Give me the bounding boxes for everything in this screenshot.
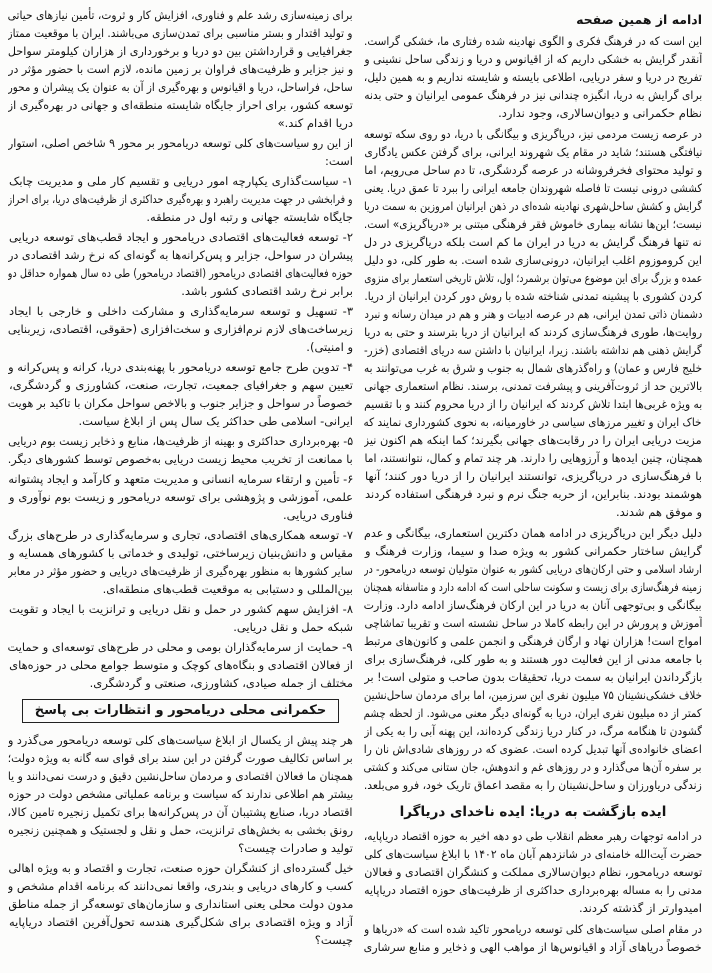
text-line-content: هوشمند بودند. بنابراین، از حربه جنگ نرم و نبرد فرهنگی استفاده کردند: [364, 487, 702, 501]
text-line: [8, 114, 353, 132]
text-line: [8, 785, 353, 803]
text-line-content: گرایش ذهنی هم نداشته باشند. زیرا، ایرانیان با داشتن سه دریای اقتصادی (خزر-: [364, 343, 702, 357]
text-line-content: هر چند پیش از یکسال از ابلاغ سیاست‌های کلی توسعه دریامحور می‌گذرد و: [8, 733, 353, 747]
text-line: [8, 470, 353, 488]
text-line-content: روایت‌ها، طوری فرهنگ‌سازی کردند که ایرانیان از دریا بترسند و حتی به دریا: [364, 325, 702, 339]
text-line-content: جایگاه شایسته جهانی و رتبه اول در منطقه.: [146, 210, 353, 224]
text-line: [8, 674, 353, 692]
text-line-content: خلیج فارس و عمان) و راه‌گذرهای شمال به جنوب و شرق به غرب می‌توانند به: [364, 361, 702, 375]
text-line-content: از فعالان اقتصادی و بنگاه‌های کوچک و متوسط جوامع محلی در حوزه‌های: [9, 658, 353, 672]
continuation-heading: ادامه از همین صفحه: [576, 12, 702, 27]
text-line: [8, 60, 353, 78]
text-line: [364, 86, 702, 104]
text-line-content: گرایش و کشش ساحل‌شهری نهادینه شده‌ای در ذهن ایرانیان امروزین به سمت دریا: [364, 199, 702, 213]
text-line-content: با جامعه مدنی از این فعالیت دور هستند و به طور کلی، فرهنگ‌سازی برای: [364, 652, 702, 666]
paragraph: [8, 731, 353, 857]
text-line: [364, 863, 702, 881]
text-line: [364, 431, 702, 449]
text-line-content: علمی، آموزشی و پژوهشی برای توسعه دریامحور و زیست بوم نوآوری و: [8, 490, 353, 504]
paragraph: [8, 172, 353, 226]
paragraph: [8, 526, 353, 598]
text-line: [8, 600, 353, 618]
text-line: [364, 776, 702, 794]
text-line: [8, 544, 353, 562]
text-line-content: کمتر از ده میلیون نفری ایران، دریا به گونه‌ای دیگر معنی می‌شود. از لحظه چشم: [364, 706, 702, 720]
text-line: [8, 821, 353, 839]
text-line-content: ۹- حمایت از سرمایه‌گذاران بومی و محلی در طرح‌های توسعه‌ای و حمایت: [8, 640, 353, 654]
text-line-content: ۵- بهره‌برداری حداکثری و بهینه از ظرفیت‌ها، منابع و ذخایر زیست بوم دریایی: [8, 434, 353, 448]
text-line: [364, 845, 702, 863]
paragraph: [8, 432, 353, 468]
text-line: [8, 803, 353, 821]
text-line-content: برای زمینه‌سازی رشد علم و فناوری، افزایش کار و ثروت، تأمین نیازهای حیاتی: [8, 8, 353, 22]
text-line-content: اعضای خانواده‌ی آنها تبدیل کرده است. عضوی که در روزهای شادی‌اش نان را: [364, 742, 702, 756]
text-line-content: این است که در فرهنگ فکری و الگوی نهادینه شده رفتاری ما، خشکی گراست.: [364, 34, 702, 48]
text-line-content: جغرافیایی و قرارداشتن بین دو دریا و برخورداری از هزاران کیلومتر سواحل: [8, 44, 353, 58]
left-column: [8, 6, 353, 968]
text-line: [8, 152, 353, 170]
paragraph: [364, 827, 702, 917]
paragraph: [8, 638, 353, 692]
text-line-content: اقتصاد دریا، صنایع پشتیبان آن در پس‌کرانه‌ها برای تکمیل زنجیره تامین کالا،: [8, 805, 353, 819]
text-line: [8, 488, 353, 506]
text-line-content: با فرهنگ‌سازی در دریاگریزی، توانستند ایرانیان را از دریا دور کنند؛ آنها: [365, 469, 702, 483]
text-line: [8, 931, 353, 949]
text-line: [364, 215, 702, 233]
text-line: [8, 208, 353, 226]
text-line-content: تولید و صادرات چیست؟: [238, 841, 353, 855]
text-line-content: بازگرداندن ایرانیان به سمت دریا، تحقیقات بدون صاحب و متولی است! بر: [364, 670, 702, 684]
text-line: [8, 6, 353, 24]
paragraph: [8, 302, 353, 356]
text-line: [8, 450, 353, 468]
text-line: [364, 740, 702, 758]
paragraph: [8, 859, 353, 949]
text-line-content: و موفق هم شدند.: [616, 505, 702, 519]
text-line-content: ۱- سیاست‌گذاری یکپارچه امور دریایی و تقسیم کار ملی و مدیریت چابک: [9, 174, 353, 188]
text-line: [8, 228, 353, 246]
text-line: [364, 233, 702, 251]
text-line: [8, 376, 353, 394]
text-line: [364, 287, 702, 305]
text-line-content: شبکه حمل و نقل دریایی.: [233, 620, 353, 634]
text-line-content: مقیاس و دانش‌بنیان زیرساختی، تولیدی و خدماتی با کشورهای همسایه و: [9, 546, 353, 560]
text-line: [8, 96, 353, 114]
text-line: [8, 358, 353, 376]
paragraph: [364, 125, 702, 521]
text-line-content: دریا اقدام کند.»: [277, 116, 353, 130]
text-line-content: بالاترین حد از ثروت‌آفرینی و پیشرفت تمدنی، برسند. نظام استعماری جهانی: [364, 379, 702, 393]
text-line: [8, 412, 353, 430]
text-line: [8, 302, 353, 320]
text-line-content: با ممانعت از تخریب محیط زیست دریایی به‌خصوص توسط کشورهای دیگر.: [8, 452, 353, 466]
text-line-content: همچنان، چنین ایده‌ها و آرزوهایی را دارند. هر چند تمام و کمال، نتوانستند، اما: [364, 451, 702, 465]
text-line: [364, 161, 702, 179]
text-line-content: از این رو سیاست‌های کلی توسعه دریامحور بر محور ۹ شاخص اصلی، استوار: [8, 136, 353, 150]
text-line-content: ایرانی- اسلامی طی حداکثر یک سال پس از ابلاغ سیاست.: [78, 414, 353, 428]
text-line-content: به ویژه غربی‌ها ابتدا تلاش کردند که ایرانیان را از دریا محروم کنند و با تقسیم: [364, 397, 702, 411]
text-line-content: فناوری دریایی.: [282, 508, 353, 522]
text-line: [364, 413, 702, 431]
text-line-content: توسعه دریامحور، نظام دیوان‌سالاری مملکت و کنشگران اقتصادی و فعالان: [364, 865, 702, 879]
text-line-content: بر سفره آن‌ها می‌گذارد و در روزهای غم و اندوهش، جان ستانی می‌کند و کشتی: [364, 760, 702, 774]
text-line-content: است:: [325, 154, 353, 168]
text-line: [364, 560, 702, 578]
text-line-content: در عرصه زیست مردمی نیز، دریاگریزی و بیگانگی با دریا، دو روی سکه توسعه: [364, 127, 702, 141]
text-line-content: توسعه کشور، برای احراز جایگاه شایسته منطقه‌ای و جهانی در بهره‌گیری از: [8, 98, 353, 112]
text-line: [8, 767, 353, 785]
text-line: [8, 859, 353, 877]
text-line: [364, 722, 702, 740]
text-line: [364, 485, 702, 503]
text-line: [364, 524, 702, 542]
text-line-content: زندگی دریاورزان و ساحل‌نشینان را به مقصد اعماق تاریک خود، فرو می‌بلعد.: [364, 778, 702, 792]
text-line: [8, 134, 353, 152]
text-line-content: بیشتر هم اطلاعی ندارند که سیاست و برنامه عملیاتی مشخص دولت در حوزه: [8, 787, 353, 801]
text-line-content: مدون دولت محلی یعنی استانداری و سازمان‌های توسعه‌گر از جمله مناطق: [8, 897, 353, 911]
text-line-content: کششی درونی نیست تا فاصله شهروندان جامعه ایرانی را ببرد تا عمق دریا. یعنی: [364, 181, 702, 195]
text-line-content: نه تنها فرهنگ گرایش به دریا در ایران ما کم است بلکه دریاگریزی در دل: [364, 235, 702, 249]
text-line: [364, 125, 702, 143]
text-line-content: آنقدر گرایش به خشکی داریم که از اقیانوس و دریا و زندگی ساحل نشینی و: [364, 52, 702, 66]
text-line: [364, 578, 702, 596]
paragraph: [364, 920, 702, 956]
text-line-content: خلاف خشکی‌نشینان ۷۵ میلیون نفری این سرزمین، اما برای مردمان ساحل‌نشین: [364, 688, 702, 702]
paragraph: [8, 358, 353, 430]
paragraph: [8, 134, 353, 170]
text-line-content: زمینه فرهنگ‌سازی برای زیست و سکونت ساحلی است که ادامه دارد و متاسفانه همچنان: [364, 580, 702, 594]
text-line: [364, 269, 702, 287]
paragraph: [8, 600, 353, 636]
paragraph: [364, 32, 702, 122]
text-line: [364, 104, 702, 122]
text-line: [8, 526, 353, 544]
text-line-content: برابر نرخ رشد اقتصادی کشور باشد.: [181, 284, 353, 298]
text-line: [364, 650, 702, 668]
text-line-content: دلیل دیگر این دریاگریزی در ادامه همان دکترین استعماری، بیگانگی و عدم: [364, 526, 702, 540]
text-line-content: و نیز جزایر و ظرفیت‌های فراوان بر زمین مانده، لازم است با حضور مؤثر در: [8, 62, 353, 76]
text-line-content: امیدوارتر از گذشته کردند.: [578, 901, 702, 915]
text-line: [8, 282, 353, 300]
text-line-content: آموزش و پرورش در این رابطه کاملا در ساحل نشسته است و تقریبا تماشاچی: [364, 616, 702, 630]
text-line-content: و فرابخشی در جهت مدیریت راهبرد و بهره‌گیری حداکثری از ظرفیت‌های دریا، برای احراز: [8, 192, 353, 206]
text-line-content: و تولید اقتدار و بستر مناسبی برای تمدن‌سازی می‌باشند. ایران با موقعیت ممتاز: [8, 26, 353, 40]
text-line: [364, 359, 702, 377]
text-line: [364, 827, 702, 845]
text-line: [8, 264, 353, 282]
text-line: [364, 449, 702, 467]
text-line-content: مزیت دریایی ایران را در رقابت‌های جهانی بگیرند؛ کما اینکه هم اکنون نیز: [364, 433, 702, 447]
text-line: [364, 542, 702, 560]
text-line: [364, 881, 702, 899]
text-line: [364, 614, 702, 632]
text-line: [364, 899, 702, 917]
text-line-content: برای گرایش به دریا، انگیزه چندانی نیز در فرهنگ عمومی ایرانیان و حتی بدنه: [364, 88, 702, 102]
text-line-content: نظام حکمرانی و دیوان‌سالاری، وجود ندارد.: [498, 106, 702, 120]
text-line-content: ۳- تسهیل و توسعه سرمایه‌گذاری و مشارکت داخلی و خارجی با ایجاد: [8, 304, 353, 318]
text-line: [8, 320, 353, 338]
text-line-content: نیافتگی هستند؛ شاید در مقام یک شهروند ایرانی، برای گرفتن عکس یادگاری: [364, 145, 702, 159]
text-line: [364, 197, 702, 215]
text-line-content: همچنان ما فعالان اقتصادی و مردمان ساحل‌نشین دقیق و درست نمی‌دانند و یا: [8, 769, 353, 783]
text-line: [364, 377, 702, 395]
text-line: [364, 938, 702, 956]
text-line: [364, 32, 702, 50]
text-line-content: تفریح در دریا و سفر دریایی، اطلاعی بایسته و شایسته نداریم و به همین دلیل،: [364, 70, 702, 84]
text-line: [8, 749, 353, 767]
text-line-content: ۷- توسعه همکاری‌های اقتصادی، تجاری و سرمایه‌گذاری در طرح‌های بزرگ: [8, 528, 353, 542]
text-line-content: ۲- توسعه فعالیت‌های اقتصادی دریامحور و ایجاد قطب‌های توسعه دریایی: [8, 230, 353, 244]
text-line: [8, 562, 353, 580]
text-line: [364, 467, 702, 485]
text-line: [364, 758, 702, 776]
text-line-content: در مقام اصلی سیاست‌های کلی توسعه دریامحور تاکید شده است که «دریاها و: [364, 922, 702, 936]
text-line-content: ارشاد اسلامی و حتی ارکان‌های دریایی کشور به عنوان متولیان توسعه دریامحور- در: [364, 562, 702, 576]
text-line: [364, 179, 702, 197]
paragraph: [8, 6, 353, 132]
text-line: [8, 656, 353, 674]
text-line-content: بین‌المللی و دستیابی به موقعیت قطب‌های منطقه‌ای.: [102, 582, 353, 596]
text-line: [8, 618, 353, 636]
text-line-content: در ادامه توجهات رهبر معظم انقلاب طی دو دهه اخیر به حوزه اقتصاد دریاپایه،: [364, 829, 702, 843]
text-line: [8, 78, 353, 96]
text-line-content: گشودن تا هنگامه مرگ، در کنار دریا زندگی کرده‌اند، این پهنه آبی را به یکی از: [364, 724, 702, 738]
text-line: [364, 305, 702, 323]
text-line-content: خصوصاً در سواحل و جزایر جنوب و بالاخص سواحل مکران با تاکید بر هویت: [8, 396, 353, 410]
paragraph: [8, 470, 353, 524]
text-line-content: سایر کشورها به منظور بهره‌گیری از ظرفیت‌های دریایی و حضور مؤثر در معابر: [8, 564, 353, 578]
text-line: [364, 68, 702, 86]
text-line-content: تعیین سهم و جغرافیای جمعیت، تجارت، صنعت، کشاورزی و گردشگری،: [9, 378, 353, 392]
text-line-content: ۴- تدوین طرح جامع توسعه دریامحور با پهنه‌بندی دریا، کرانه و پس‌کرانه و: [8, 360, 353, 374]
text-line: [364, 251, 702, 269]
text-line-content: حوزه فعالیت‌های اقتصادی دریامحور (اقتصاد دریامحور) طی ده سال همواره حداقل دو: [8, 266, 353, 280]
text-line: [364, 686, 702, 704]
text-line: [8, 190, 353, 208]
text-line: [8, 432, 353, 450]
text-line: [8, 24, 353, 42]
text-line: [364, 341, 702, 359]
text-line: [364, 704, 702, 722]
text-line-content: ۶- تأمین و ارتقاء سرمایه انسانی و مدیریت متعهد و کارآمد و ایجاد پشتوانه: [8, 472, 353, 486]
text-line: [8, 731, 353, 749]
paragraph: [364, 524, 702, 794]
text-line: [8, 42, 353, 60]
text-line: [8, 839, 353, 857]
text-line-content: ۸- افزایش سهم کشور در حمل و نقل دریایی و ترانزیت با ایجاد و تقویت: [8, 602, 353, 616]
text-line-content: و امنیتی).: [306, 340, 353, 354]
text-line: [364, 503, 702, 521]
text-line-content: کسب و کارهای دریایی و بندری، واقعا نمی‌دانند که برنامه اقدام مشخص و: [8, 879, 353, 893]
text-line: [364, 632, 702, 650]
text-line-content: آزاد و ویژه اقتصادی برای شکل‌گیری هندسه تحول‌آفرین اقتصاد دریاپایه: [9, 915, 353, 929]
text-line: [8, 638, 353, 656]
text-line: [364, 920, 702, 938]
text-line-content: گرایش ساختار حکمرانی کشور به ویژه صدا و سیما، وزارت فرهنگ و: [365, 544, 702, 558]
text-line-content: عمده و بزرگ برای این موضوع می‌توان برشمرد؛ اول، تلاش تاریخی استعمار برای منزوی: [364, 271, 702, 285]
text-line-content: مدنی را به مساله بهره‌برداری حداکثری از ظرفیت‌های حوزه اقتصاد دریاپایه: [364, 883, 702, 897]
boxed-section-heading: حکمرانی محلی دریامحور و انتظارات بی پاسخ: [22, 699, 339, 723]
text-line: [8, 895, 353, 913]
text-line: [8, 877, 353, 895]
text-line-content: بیگانگی و بی‌توجهی آنان به دریا در این ارکان فرهنگ‌ساز ادامه دارد. وزارت: [364, 598, 702, 612]
text-line-content: دشمنان ذاتی تمدن ایرانی، هم در عرصه ادبیات و هنر و هم در میدان رسانه و نبرد: [364, 307, 702, 321]
text-line: [8, 172, 353, 190]
text-line-content: کردن کشوری با پیشینه تمدنی شناخته شده با روش دور کردن ایرانیان از دریا.: [364, 289, 702, 303]
right-column: [364, 10, 702, 968]
text-line-content: چیست؟: [314, 933, 353, 947]
text-line: [364, 668, 702, 686]
text-line-content: ساحل، فراساحل، دریا و اقیانوس و بهره‌گیری از آن به عنوان یک پیشران و محور: [8, 80, 353, 94]
text-line: [364, 395, 702, 413]
text-line: [8, 338, 353, 356]
section-heading: ایده بازگشت به دریا: ایده ناخدای دریاگرا: [399, 804, 667, 820]
text-line-content: بر اساس تکالیف صورت گرفتن در این سند برای قوای سه گانه به ویژه دولت؛: [8, 751, 353, 765]
text-line: [8, 580, 353, 598]
text-line: [8, 506, 353, 524]
text-line-content: رونق بخشی به بخش‌های ترانزیت، حمل و نقل و لجستیک و همچنین زنجیره: [8, 823, 353, 837]
text-line: [364, 143, 702, 161]
text-line-content: مختلف از جمله صیادی، کشاورزی، صنعتی و گردشگری.: [89, 676, 353, 690]
text-line: [8, 246, 353, 264]
paragraph: [8, 228, 353, 300]
text-line-content: زیرساخت‌های لازم نرم‌افزاری و سخت‌افزاری (حقوقی، اقتصادی، زیربنایی: [8, 322, 353, 336]
text-line-content: خاک ایران و تغییر مرزهای سیاسی در خاورمیانه، به نحوی کشورداری نمایند که: [364, 415, 702, 429]
text-line-content: و تولید محتوای فخرفروشانه در عرصه گردشگری، تا دم ساحل می‌رویم، اما: [364, 163, 702, 177]
text-line-content: حضرت آیت‌الله خامنه‌ای در شانزدهم آبان ماه ۱۴۰۲ با ابلاغ سیاست‌های کلی: [364, 847, 702, 861]
text-line-content: این کروموزوم اغلب ایرانیان، درونی‌سازی شده است. به طور کلی، دو دلیل: [364, 253, 702, 267]
text-line: [8, 394, 353, 412]
text-line-content: امواج است! هزاران نهاد و ارگان فرهنگی و انجمن علمی و کانون‌های مرتبط: [364, 634, 702, 648]
text-line-content: نیست؛ این‌ها نشانه بیماری خاموش فقر فرهنگی مبتنی بر «دریاگریزی» است.: [364, 217, 702, 231]
text-line-content: خصوصاً دریاهای آزاد و اقیانوس‌ها از مواهب الهی و ذخایر و منابع سرشاری: [364, 940, 702, 954]
text-line: [8, 913, 353, 931]
text-line: [364, 50, 702, 68]
text-line-content: خیل گسترده‌ای از کنشگران حوزه صنعت، تجارت و اقتصاد و به ویژه اهالی: [8, 861, 353, 875]
text-line: [364, 323, 702, 341]
text-line: [364, 596, 702, 614]
text-line-content: پیشران در سواحل، جزایر و پس‌کرانه‌ها به گونه‌ای که نرخ رشد اقتصادی در: [8, 248, 353, 262]
